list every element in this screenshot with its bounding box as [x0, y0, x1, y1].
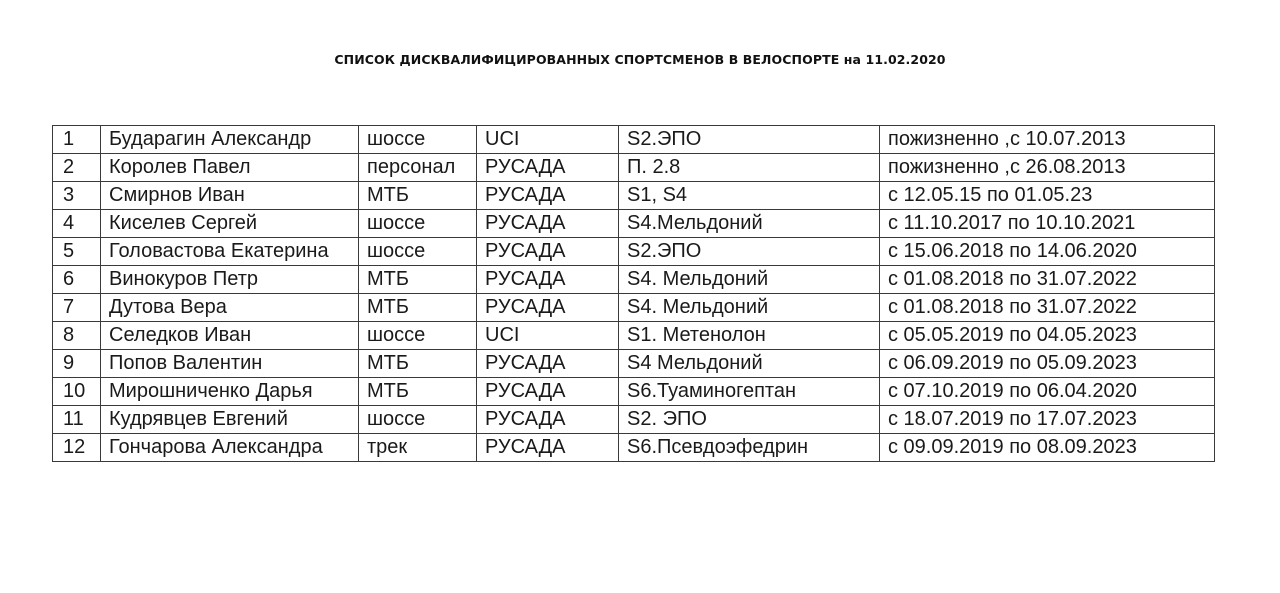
row-number: 8	[53, 322, 101, 350]
violation: S2. ЭПО	[619, 406, 880, 434]
disqualification-period: с 15.06.2018 по 14.06.2020	[880, 238, 1215, 266]
table-row	[53, 126, 1215, 154]
athlete-name: Мирошниченко Дарья	[101, 378, 359, 406]
discipline: шоссе	[359, 238, 477, 266]
row-number: 6	[53, 266, 101, 294]
disqualification-period: с 01.08.2018 по 31.07.2022	[880, 294, 1215, 322]
table-row	[53, 294, 1215, 322]
violation: S4.Мельдоний	[619, 210, 880, 238]
table-row	[53, 406, 1215, 434]
anti-doping-agency: РУСАДА	[477, 294, 619, 322]
violation: S4. Мельдоний	[619, 266, 880, 294]
athlete-name: Попов Валентин	[101, 350, 359, 378]
table-row	[53, 154, 1215, 182]
disqualification-period: пожизненно ,с 10.07.2013	[880, 126, 1215, 154]
discipline: МТБ	[359, 378, 477, 406]
discipline: трек	[359, 434, 477, 462]
discipline: МТБ	[359, 182, 477, 210]
row-number: 1	[53, 126, 101, 154]
disqualification-period: с 11.10.2017 по 10.10.2021	[880, 210, 1215, 238]
row-number: 2	[53, 154, 101, 182]
discipline: шоссе	[359, 210, 477, 238]
row-number: 7	[53, 294, 101, 322]
row-number: 4	[53, 210, 101, 238]
table-row	[53, 350, 1215, 378]
anti-doping-agency: РУСАДА	[477, 434, 619, 462]
discipline: МТБ	[359, 294, 477, 322]
anti-doping-agency: UCI	[477, 322, 619, 350]
table-row	[53, 378, 1215, 406]
athlete-name: Бударагин Александр	[101, 126, 359, 154]
discipline: шоссе	[359, 322, 477, 350]
athlete-name: Дутова Вера	[101, 294, 359, 322]
anti-doping-agency: РУСАДА	[477, 350, 619, 378]
discipline: МТБ	[359, 266, 477, 294]
athlete-name: Головастова Екатерина	[101, 238, 359, 266]
table-row	[53, 434, 1215, 462]
row-number: 5	[53, 238, 101, 266]
disqualification-period: с 12.05.15 по 01.05.23	[880, 182, 1215, 210]
anti-doping-agency: РУСАДА	[477, 406, 619, 434]
discipline: МТБ	[359, 350, 477, 378]
violation: S4. Мельдоний	[619, 294, 880, 322]
athlete-name: Королев Павел	[101, 154, 359, 182]
athlete-name: Винокуров Петр	[101, 266, 359, 294]
violation: S1. Метенолон	[619, 322, 880, 350]
row-number: 10	[53, 378, 101, 406]
violation: П. 2.8	[619, 154, 880, 182]
row-number: 3	[53, 182, 101, 210]
athlete-name: Кудрявцев Евгений	[101, 406, 359, 434]
disqualification-table	[52, 125, 1215, 462]
discipline: персонал	[359, 154, 477, 182]
table-row	[53, 210, 1215, 238]
table-row	[53, 322, 1215, 350]
anti-doping-agency: РУСАДА	[477, 266, 619, 294]
table-row	[53, 266, 1215, 294]
disqualification-period: с 05.05.2019 по 04.05.2023	[880, 322, 1215, 350]
violation: S1, S4	[619, 182, 880, 210]
violation: S6.Псевдоэфедрин	[619, 434, 880, 462]
disqualification-period: с 06.09.2019 по 05.09.2023	[880, 350, 1215, 378]
row-number: 9	[53, 350, 101, 378]
disqualification-period: с 18.07.2019 по 17.07.2023	[880, 406, 1215, 434]
anti-doping-agency: UCI	[477, 126, 619, 154]
row-number: 12	[53, 434, 101, 462]
athlete-name: Киселев Сергей	[101, 210, 359, 238]
row-number: 11	[53, 406, 101, 434]
document-title: СПИСОК ДИСКВАЛИФИЦИРОВАННЫХ СПОРТСМЕНОВ В ВЕЛОСПОРТЕ на 11.02.2020	[334, 52, 946, 67]
athlete-name: Селедков Иван	[101, 322, 359, 350]
table-row	[53, 182, 1215, 210]
violation: S2.ЭПО	[619, 126, 880, 154]
disqualification-period: с 07.10.2019 по 06.04.2020	[880, 378, 1215, 406]
anti-doping-agency: РУСАДА	[477, 182, 619, 210]
violation: S6.Туаминогептан	[619, 378, 880, 406]
disqualification-period: пожизненно ,с 26.08.2013	[880, 154, 1215, 182]
anti-doping-agency: РУСАДА	[477, 378, 619, 406]
anti-doping-agency: РУСАДА	[477, 210, 619, 238]
discipline: шоссе	[359, 126, 477, 154]
anti-doping-agency: РУСАДА	[477, 154, 619, 182]
athlete-name: Гончарова Александра	[101, 434, 359, 462]
violation: S4 Мельдоний	[619, 350, 880, 378]
anti-doping-agency: РУСАДА	[477, 238, 619, 266]
discipline: шоссе	[359, 406, 477, 434]
disqualification-period: с 01.08.2018 по 31.07.2022	[880, 266, 1215, 294]
disqualification-period: с 09.09.2019 по 08.09.2023	[880, 434, 1215, 462]
table-row	[53, 238, 1215, 266]
athlete-name: Смирнов Иван	[101, 182, 359, 210]
violation: S2.ЭПО	[619, 238, 880, 266]
